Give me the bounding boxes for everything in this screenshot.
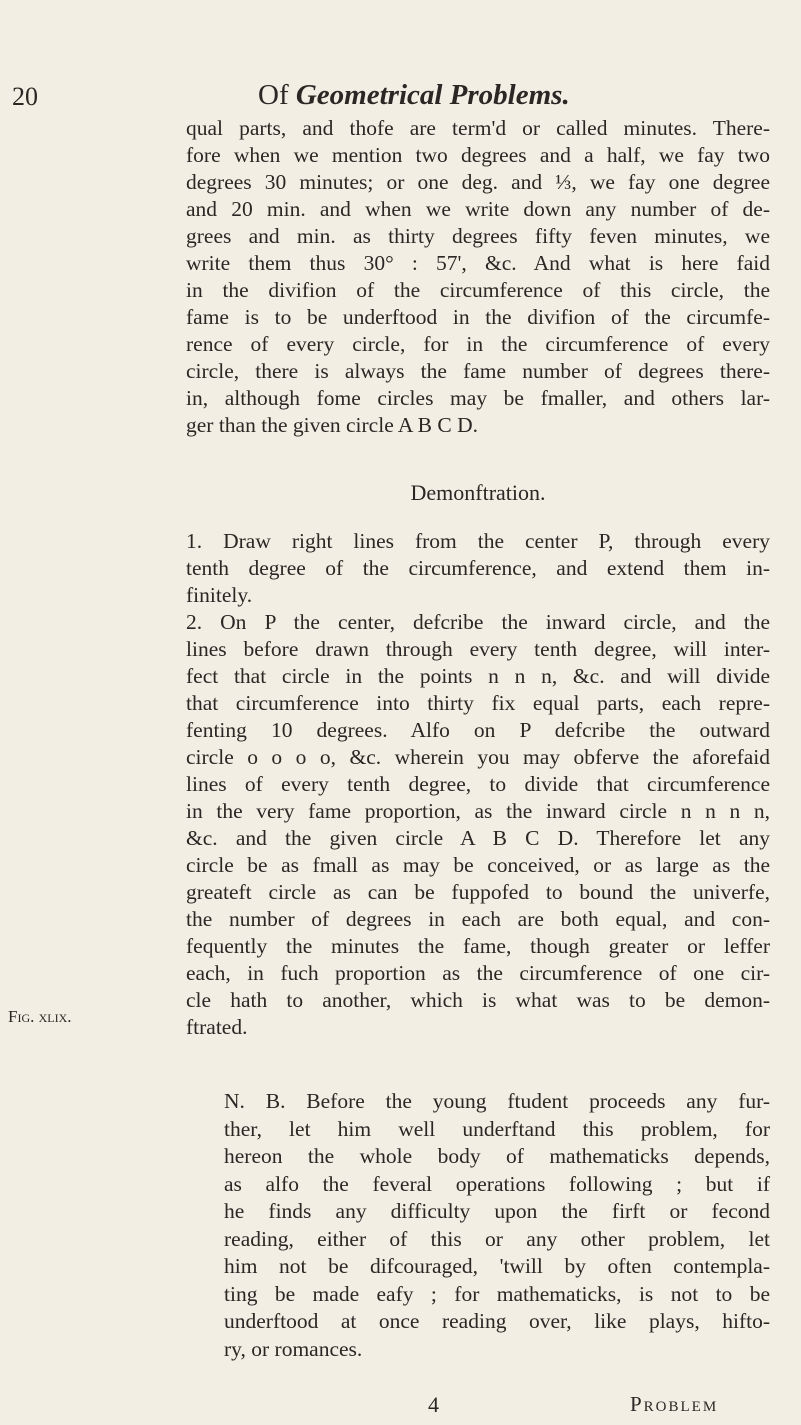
text-line: fequently the minutes the fame, though greater or leffer <box>186 934 770 958</box>
text-line: and 20 min. and when we write down any number of de- <box>186 197 770 221</box>
text-line: degrees 30 minutes; or one deg. and ⅓, we fay one degree <box>186 170 770 194</box>
text-line: him not be difcouraged, 'twill by often contempla- <box>224 1254 770 1278</box>
text-line: circle, there is always the fame number of degrees there- <box>186 359 770 383</box>
text-line: fore when we mention two degrees and a half, we fay two <box>186 143 770 167</box>
text-line: tenth degree of the circumference, and extend them in- <box>186 556 770 580</box>
text-line: ry, or romances. <box>224 1336 363 1361</box>
text-line: 2. On P the center, defcribe the inward circle, and the <box>186 610 770 634</box>
text-line: N. B. Before the young ftudent proceeds any fur- <box>224 1089 770 1113</box>
nota-bene-paragraph <box>224 1088 770 1363</box>
signature-mark: 4 <box>428 1392 439 1417</box>
text-line: 1. Draw right lines from the center P, through every <box>186 529 770 553</box>
text-line: ting be made eafy ; for mathematicks, is not to be <box>224 1281 770 1306</box>
text-line: fenting 10 degrees. Alfo on P defcribe the outward <box>186 718 770 742</box>
text-line: circle o o o o, &c. wherein you may obferve the aforefaid <box>186 745 770 769</box>
text-line: qual parts, and thofe are term'd or called minutes. There- <box>186 116 770 140</box>
text-line: each, in fuch proportion as the circumference of one cir- <box>186 961 770 985</box>
text-line: fame is to be underftood in the divifion of the circumfe- <box>186 305 770 329</box>
text-line: as alfo the feveral operations following ; but if <box>224 1171 770 1196</box>
text-line: hereon the whole body of mathematicks depends, <box>224 1144 770 1168</box>
text-line: in the very fame proportion, as the inward circle n n n n, <box>186 799 770 823</box>
text-line: cle hath to another, which is what was to be demon- <box>186 988 770 1012</box>
page-number: 20 <box>12 82 38 111</box>
text-line: ger than the given circle A B C D. <box>186 413 478 437</box>
text-line: lines of every tenth degree, to divide that circumference <box>186 772 770 796</box>
text-line: ftrated. <box>186 1015 248 1039</box>
text-line: circle be as fmall as may be conceived, or as large as the <box>186 853 770 877</box>
text-line: ther, let him well underftand this problem, for <box>224 1116 770 1141</box>
catchword: Problem <box>630 1392 719 1416</box>
text-line: the number of degrees in each are both equal, and con- <box>186 907 770 931</box>
text-line: rence of every circle, for in the circumference of every <box>186 332 770 356</box>
text-line: that circumference into thirty fix equal parts, each repre- <box>186 691 770 715</box>
text-line: lines before drawn through every tenth degree, will inter- <box>186 637 770 661</box>
text-line: underftood at once reading over, like plays, hifto- <box>224 1309 770 1333</box>
section-heading: Demonftration. <box>410 480 546 505</box>
margin-note-figure: Fig. xlix. <box>8 1007 72 1026</box>
text-line: in the divifion of the circumference of this circle, the <box>186 278 770 302</box>
text-line: write them thus 30° : 57', &c. And what is here faid <box>186 251 770 275</box>
text-line: fect that circle in the points n n n, &c. and will divide <box>186 664 770 688</box>
text-line: &c. and the given circle A B C D. Therefore let any <box>186 826 770 850</box>
demonstration-paragraph <box>186 528 770 1041</box>
text-line: reading, either of this or any other problem, let <box>224 1226 770 1251</box>
intro-paragraph <box>186 115 770 439</box>
text-line: he finds any difficulty upon the firft or fecond <box>224 1199 770 1223</box>
text-line: finitely. <box>186 583 253 607</box>
running-head-prefix: Of <box>258 79 289 111</box>
text-line: grees and min. as thirty degrees fifty feven minutes, we <box>186 224 770 248</box>
text-line: greateft circle as can be fuppofed to bound the univerfe, <box>186 880 770 904</box>
running-head <box>258 79 570 112</box>
text-line: in, although fome circles may be fmaller, and others lar- <box>186 386 770 410</box>
running-head-title: Geometrical Problems. <box>295 79 570 111</box>
